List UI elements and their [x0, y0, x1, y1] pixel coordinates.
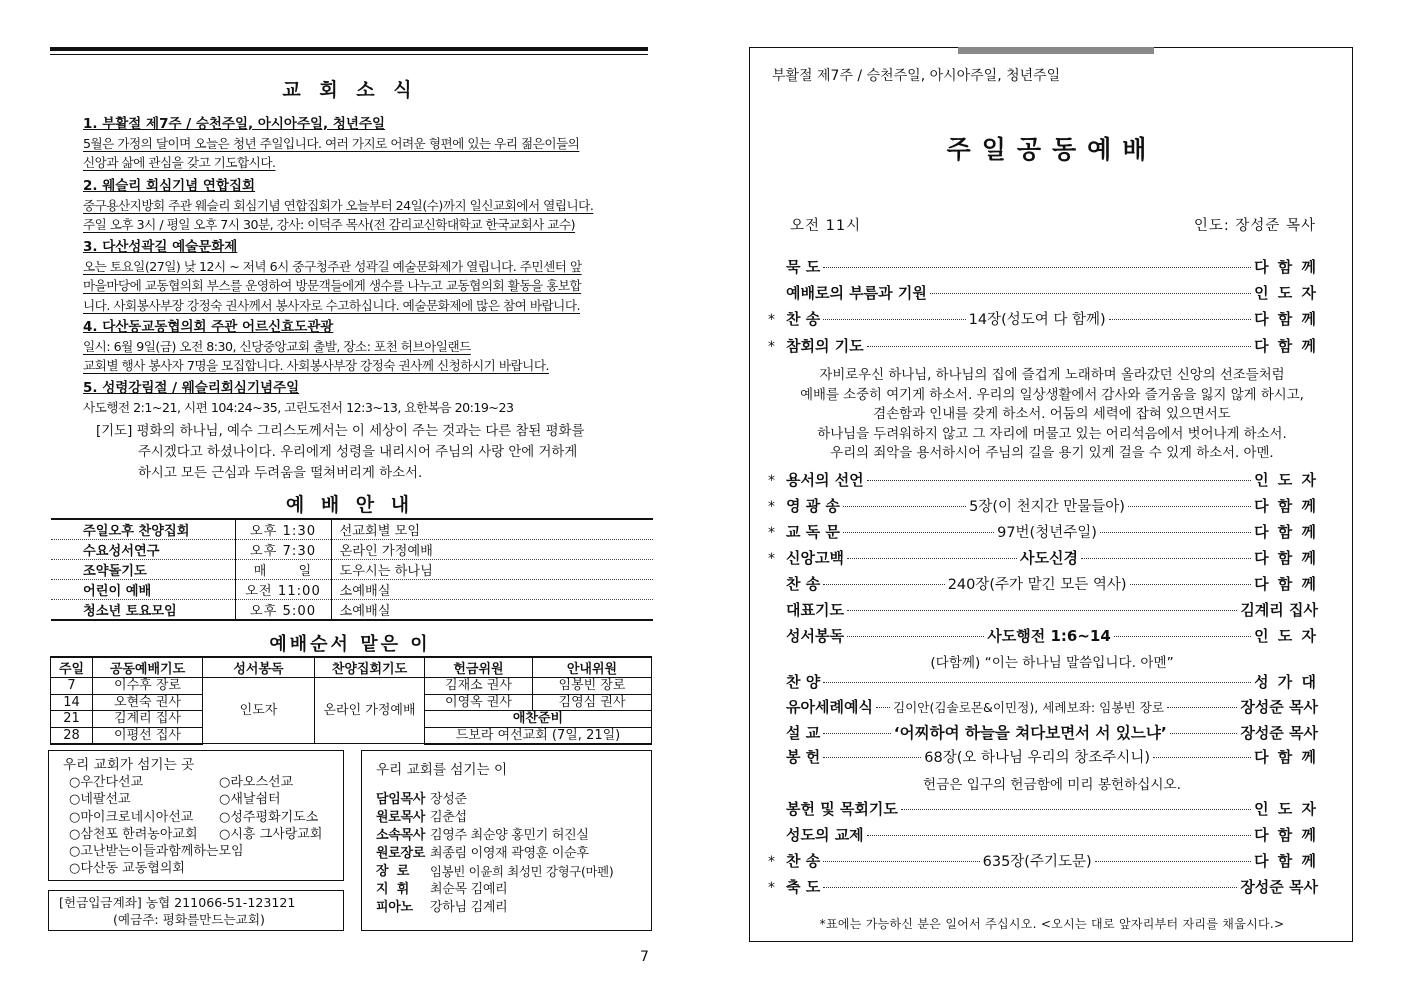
prayer-person: 이수후 장로 [93, 678, 203, 695]
leader-dots [1109, 319, 1251, 320]
news-line: 5월은 가정의 달이며 오늘은 청년 주일입니다. 여러 가지로 어려운 형편에 있는 우리 젊은이들의 [83, 136, 580, 151]
staff-box [361, 750, 652, 931]
leader-dots [843, 506, 966, 507]
order-who: 다 함 께 [1254, 523, 1318, 541]
leader-dots [1081, 558, 1251, 559]
staff-role: 장 로 [376, 864, 409, 879]
leader-dots [823, 319, 965, 320]
order-item [768, 521, 1318, 542]
leader-dots [1130, 584, 1252, 585]
col-header: 헌금위원 [425, 657, 533, 678]
news-item-1 [83, 114, 648, 173]
service-name: 어린이 예배 [51, 580, 235, 600]
staff-row [376, 791, 637, 809]
list-item: ○마이크로네시아선교 [69, 809, 194, 825]
account-holder: (예금주: 평화를만드는교회) [113, 912, 265, 927]
order-label: 찬 송 [786, 310, 821, 328]
service-title: 예 배 안 내 [285, 494, 415, 516]
order-item [768, 469, 1318, 490]
order-who: 다 함 께 [1254, 258, 1318, 276]
order-item [768, 798, 1318, 819]
order-label: 대표기도 [786, 601, 844, 619]
order-who: 다 함 께 [1254, 549, 1319, 567]
reading-person: 인도자 [203, 678, 315, 744]
news-line: 신앙과 삶에 관심을 갖고 기도합시다. [83, 155, 276, 171]
order-item [768, 876, 1318, 897]
confession-prayer [750, 366, 1354, 464]
bulletin-header: 부활절 제7주 / 승천주일, 아시아주일, 청년주일 [772, 68, 1061, 84]
staff-role: 원로목사 [376, 810, 426, 825]
table-row [51, 519, 653, 540]
table-row [51, 560, 653, 580]
order-item [768, 696, 1318, 717]
col-header: 공동예배기도 [93, 657, 203, 678]
order-label: 봉헌 및 목회기도 [786, 800, 898, 818]
order-item [768, 824, 1318, 845]
prayer-line: 하나님을 두려워하지 않고 그 자리에 머물고 있는 어리석음에서 벗어나게 하소서. [817, 426, 1287, 442]
service-desc: 선교회별 모임 [331, 519, 653, 540]
staff-row [376, 863, 637, 881]
service-desc: 소예배실 [331, 600, 653, 621]
top-rule-thin [50, 54, 648, 55]
offering-note: 헌금은 입구의 헌금함에 미리 봉헌하십시오. [923, 777, 1181, 793]
account-box [48, 890, 344, 931]
order-label: 찬 송 [786, 852, 821, 870]
account-number: [헌금입금계좌] 농협 211066-51-123121 [59, 895, 296, 910]
service-name: 청소년 토요모임 [51, 600, 235, 621]
leader-dots [823, 733, 891, 734]
staff-names: 최종림 이영재 곽영훈 이순후 [430, 846, 589, 861]
service-time: 매 일 [235, 560, 331, 580]
list-item: ○고난받는이들과함께하는모임 [69, 844, 244, 860]
staff-row [376, 809, 637, 827]
order-item [768, 308, 1318, 329]
order-who: 장성준 목사 [1240, 878, 1318, 896]
prayer-line: 우리의 죄악을 용서하시어 주님의 길을 용기 있게 걸을 수 있게 하소서. 아멘. [830, 446, 1274, 462]
order-who: 장성준 목사 [1240, 724, 1319, 742]
standing-mark: * [768, 880, 775, 896]
choir-group: 드보라 여선교회 (7일, 21일) [425, 727, 652, 744]
order-detail: 240장(주가 맡긴 모든 역사) [947, 577, 1127, 593]
mission-title: 우리 교회가 섬기는 곳 [63, 757, 195, 773]
news-item-4 [83, 317, 648, 376]
table-row [51, 600, 653, 621]
order-detail: 5장(이 천지간 만물들아) [969, 499, 1125, 515]
order-item [768, 547, 1318, 568]
staff-names: 김춘섭 [430, 810, 467, 825]
standing-mark: * [768, 473, 775, 489]
service-desc: 소예배실 [331, 580, 653, 600]
news-line: 오는 토요일(27일) 낮 12시 ~ 저녁 6시 중구청주관 성곽길 예술문화제가 열립니다. 주민센터 앞 [83, 259, 582, 274]
table-row [51, 540, 653, 560]
list-item: ○시흥 그사랑교회 [219, 826, 323, 842]
staff-role: 담임목사 [376, 792, 426, 807]
order-label: 예배로의 부름과 기원 [786, 284, 927, 302]
leader-dots [843, 532, 994, 533]
news-heading: 4. 다산동교동협의회 주관 어르신효도관광 [83, 319, 334, 335]
order-label: 신앙고백 [786, 549, 844, 567]
order-who: 다 함 께 [1254, 748, 1318, 766]
order-detail: 97번(청년주일) [997, 525, 1097, 541]
order-who: 다 함 께 [1254, 852, 1318, 870]
order-label: 찬 송 [786, 575, 821, 593]
order-label: 참회의 기도 [786, 337, 864, 355]
order-who: 다 함 께 [1254, 310, 1319, 328]
news-line: 교회별 행사 봉사자 7명을 모집합니다. 사회봉사부장 강정숙 권사께 신청하시기 바랍니다. [83, 358, 550, 374]
footer-note: *표에는 가능하신 분은 일어서 주십시오. <오시는 대로 앞자리부터 자리를 채웁시다.> [819, 917, 1285, 931]
staff-names: 김영주 최순양 홍민기 허진실 [430, 828, 589, 843]
prayer-line: 예배를 소중히 여기게 하소서. 우리의 일상생활에서 감사와 즐거움을 잃지 않게 하시고, [800, 387, 1304, 403]
staff-role: 지 휘 [376, 882, 409, 897]
service-time: 오후 1:30 [235, 519, 331, 540]
col-header: 성서봉독 [203, 657, 315, 678]
news-item-5 [83, 378, 648, 417]
order-label: 봉 헌 [786, 748, 821, 766]
news-line: 주일 오후 3시 / 평일 오후 7시 30분, 강사: 이덕주 목사(전 감리교신학대학교 한국교회사 교수) [83, 217, 576, 233]
news-title: 교 회 소 식 [282, 79, 418, 101]
service-desc: 도우시는 하나님 [331, 560, 653, 580]
leader-dots [1095, 861, 1251, 862]
order-label: 영 광 송 [786, 497, 840, 515]
staff-names: 임봉빈 이윤희 최성민 강형구(마펜) [430, 864, 614, 879]
order-label: 용서의 선언 [786, 471, 864, 489]
leader-dots [823, 861, 979, 862]
standing-mark: * [768, 525, 775, 541]
prayer-person: 오현숙 권사 [93, 694, 203, 711]
service-name: 주일오후 찬양집회 [51, 519, 235, 540]
staff-names: 최순목 김예리 [430, 882, 508, 897]
week: 14 [51, 694, 93, 711]
staff-names: 장성준 [430, 792, 467, 807]
top-rule-thick [50, 47, 648, 51]
order-label: 묵 도 [786, 258, 821, 276]
staff-row [376, 881, 637, 899]
staff-role: 소속목사 [376, 828, 426, 843]
order-detail: 김이안(김솔로몬&이민정), 세례보좌: 임봉빈 장로 [892, 700, 1165, 715]
order-detail: 사도신경 [1020, 549, 1079, 567]
news-line: 마을마당에 교동협의회 부스를 운영하여 방문객들에게 생수를 나누고 교동협의회 활동을 홍보합 [83, 278, 582, 294]
order-item [768, 721, 1318, 743]
service-time: 오후 5:00 [235, 600, 331, 621]
order-item [768, 671, 1318, 692]
list-item: ○새날쉼터 [219, 792, 281, 808]
week: 7 [51, 678, 93, 695]
grey-tab [958, 47, 1154, 54]
leader-dots [901, 809, 1251, 810]
table-row [51, 580, 653, 600]
list-item: ○우간다선교 [69, 775, 144, 791]
week: 28 [51, 727, 93, 744]
leader-dots [1100, 532, 1251, 533]
service-name: 조약돌기도 [51, 560, 235, 580]
news-item-2 [83, 176, 648, 235]
leader-dots [1170, 733, 1238, 734]
order-who: 장성준 목사 [1240, 698, 1318, 716]
duty-table [50, 656, 652, 745]
leader-dots [1167, 707, 1237, 708]
leader-dots [867, 346, 1251, 347]
service-leader: 인도: 장성준 목사 [1193, 218, 1316, 234]
order-label: 찬 양 [786, 673, 821, 691]
standing-mark: * [768, 339, 775, 355]
staff-row [376, 845, 637, 863]
order-detail: 635장(주기도문) [982, 854, 1092, 870]
order-label: 교 독 문 [786, 523, 840, 541]
page-title: 주일공동예배 [946, 135, 1158, 164]
order-label: 축 도 [786, 878, 821, 896]
sermon-title: ‘어찌하여 하늘을 쳐다보면서 서 있느냐’ [893, 724, 1167, 742]
order-item [768, 335, 1318, 356]
order-label: 성서봉독 [786, 627, 844, 645]
leader-dots [1114, 636, 1251, 637]
leader-dots [847, 636, 984, 637]
order-item [768, 573, 1318, 594]
leader-dots [823, 682, 1251, 683]
duty-title: 예배순서 맡은 이 [269, 634, 431, 655]
order-item [768, 495, 1318, 516]
prayer-label: [기도] [96, 424, 133, 439]
guide-person: 김영심 권사 [533, 694, 652, 711]
guide-person: 임봉빈 장로 [533, 678, 652, 695]
leader-dots [876, 707, 890, 708]
leader-dots [930, 293, 1251, 294]
leader-dots [847, 610, 1237, 611]
order-who: 다 함 께 [1254, 337, 1318, 355]
order-who: 성 가 대 [1254, 673, 1318, 691]
leader-dots [867, 480, 1251, 481]
news-heading: 5. 성령강림절 / 웨슬리회심기념주일 [83, 380, 300, 396]
leader-dots [823, 757, 921, 758]
table-row [51, 678, 652, 695]
order-detail: 68장(오 하나님 우리의 창조주시니) [924, 750, 1150, 766]
prayer-person: 김계리 집사 [93, 711, 203, 728]
order-who: 다 함 께 [1254, 575, 1319, 593]
order-who: 인 도 자 [1254, 471, 1318, 489]
order-who: 다 함 께 [1254, 826, 1318, 844]
order-label: 유아세례예식 [786, 698, 873, 716]
offering-person: 김재소 권사 [425, 678, 533, 695]
news-line: 중구용산지방회 주관 웨슬리 회심기념 연합집회가 오늘부터 24일(수)까지 일신교회에서 열립니다. [83, 198, 594, 213]
choir-title: 애찬준비 [425, 711, 652, 728]
order-who: 인 도 자 [1254, 284, 1318, 302]
standing-mark: * [768, 312, 775, 328]
news-heading: 3. 다산성곽길 예술문화제 [83, 239, 238, 255]
order-who: 인 도 자 [1254, 627, 1319, 645]
order-item [768, 599, 1318, 620]
standing-mark: * [768, 499, 775, 515]
staff-role: 피아노 [376, 900, 413, 915]
staff-row [376, 899, 637, 917]
prayer-line: 주시겠다고 하셨나이다. 우리에게 성령을 내리시어 주님의 사랑 안에 거하게 [138, 445, 578, 460]
order-who: 김계리 집사 [1240, 601, 1318, 619]
col-header: 주일 [51, 657, 93, 678]
order-item [768, 256, 1318, 277]
list-item: ○삼천포 한려농아교회 [69, 826, 198, 842]
order-who: 다 함 께 [1254, 497, 1319, 515]
leader-dots [1128, 506, 1251, 507]
order-item [768, 746, 1318, 767]
response-note: (다함께) “이는 하나님 말씀입니다. 아멘” [930, 655, 1174, 671]
order-item [768, 282, 1318, 303]
standing-mark: * [768, 854, 775, 870]
prayer-line: 하시고 모든 근심과 두려움을 떨쳐버리게 하소서. [138, 466, 423, 481]
leader-dots [823, 584, 945, 585]
col-header: 찬양집회기도 [315, 657, 425, 678]
offering-person: 이영옥 권사 [425, 694, 533, 711]
right-page [749, 47, 1353, 942]
list-item: ○라오스선교 [219, 775, 294, 791]
prayer-line: 겸손함과 인내를 갖게 하소서. 어둠의 세력에 잡혀 있으면서도 [873, 407, 1231, 423]
news-line: 사도행전 2:1~21, 시편 104:24~35, 고린도전서 12:3~13, 요한복음 20:19~23 [83, 400, 514, 415]
staff-names: 강하님 김계리 [430, 900, 508, 915]
leader-dots [823, 267, 1251, 268]
service-name: 수요성서연구 [51, 540, 235, 560]
page-number: 7 [640, 949, 649, 965]
news-heading: 2. 웨슬리 회심기념 연합집회 [83, 178, 256, 194]
staff-role: 원로장로 [376, 846, 426, 861]
mission-box [48, 750, 344, 881]
prayer-person: 이평선 집사 [93, 727, 203, 744]
order-who: 인 도 자 [1254, 800, 1318, 818]
order-item [768, 850, 1318, 871]
order-detail: 14장(성도여 다 함께) [968, 312, 1106, 328]
service-time: 오전 11시 [790, 218, 862, 234]
order-label: 설 교 [786, 724, 821, 742]
news-heading: 1. 부활절 제7주 / 승천주일, 아시아주일, 청년주일 [83, 116, 386, 132]
list-item: ○네팔선교 [69, 792, 131, 808]
service-table [51, 518, 653, 621]
leader-dots [847, 558, 1017, 559]
news-item-3 [83, 237, 648, 315]
service-desc: 온라인 가정예배 [331, 540, 653, 560]
standing-mark: * [768, 551, 775, 567]
staff-title: 우리 교회를 섬기는 이 [376, 762, 508, 778]
list-item: ○성주평화기도소 [219, 809, 319, 825]
order-item [768, 625, 1318, 646]
service-time: 오전 11:00 [235, 580, 331, 600]
prayer-line: 평화의 하나님, 예수 그리스도께서는 이 세상이 주는 것과는 다른 참된 평화를 [136, 424, 585, 439]
mission-list [69, 774, 329, 843]
table-header [51, 657, 652, 678]
staff-row [376, 827, 637, 845]
list-item: ○다산동 교동협의회 [69, 861, 185, 877]
left-page [0, 0, 700, 992]
week: 21 [51, 711, 93, 728]
leader-dots [1153, 757, 1251, 758]
service-time: 오후 7:30 [235, 540, 331, 560]
prayer [96, 421, 641, 484]
news-line: 니다. 사회봉사부장 강정숙 권사께서 봉사자로 수고하십니다. 예술문화제에 많은 참여 바랍니다. [83, 297, 580, 313]
news-line: 일시: 6월 9일(금) 오전 8:30, 신당중앙교회 출발, 장소: 포천 허브아일랜드 [83, 339, 471, 354]
leader-dots [867, 835, 1251, 836]
leader-dots [823, 887, 1237, 888]
order-detail: 사도행전 1:6~14 [987, 627, 1111, 645]
col-header: 안내위원 [533, 657, 652, 678]
praise-prayer: 온라인 가정예배 [315, 678, 425, 744]
prayer-line: 자비로우신 하나님, 하나님의 집에 즐겁게 노래하며 올라갔던 신앙의 선조들처럼 [819, 368, 1285, 383]
order-label: 성도의 교제 [786, 826, 864, 844]
